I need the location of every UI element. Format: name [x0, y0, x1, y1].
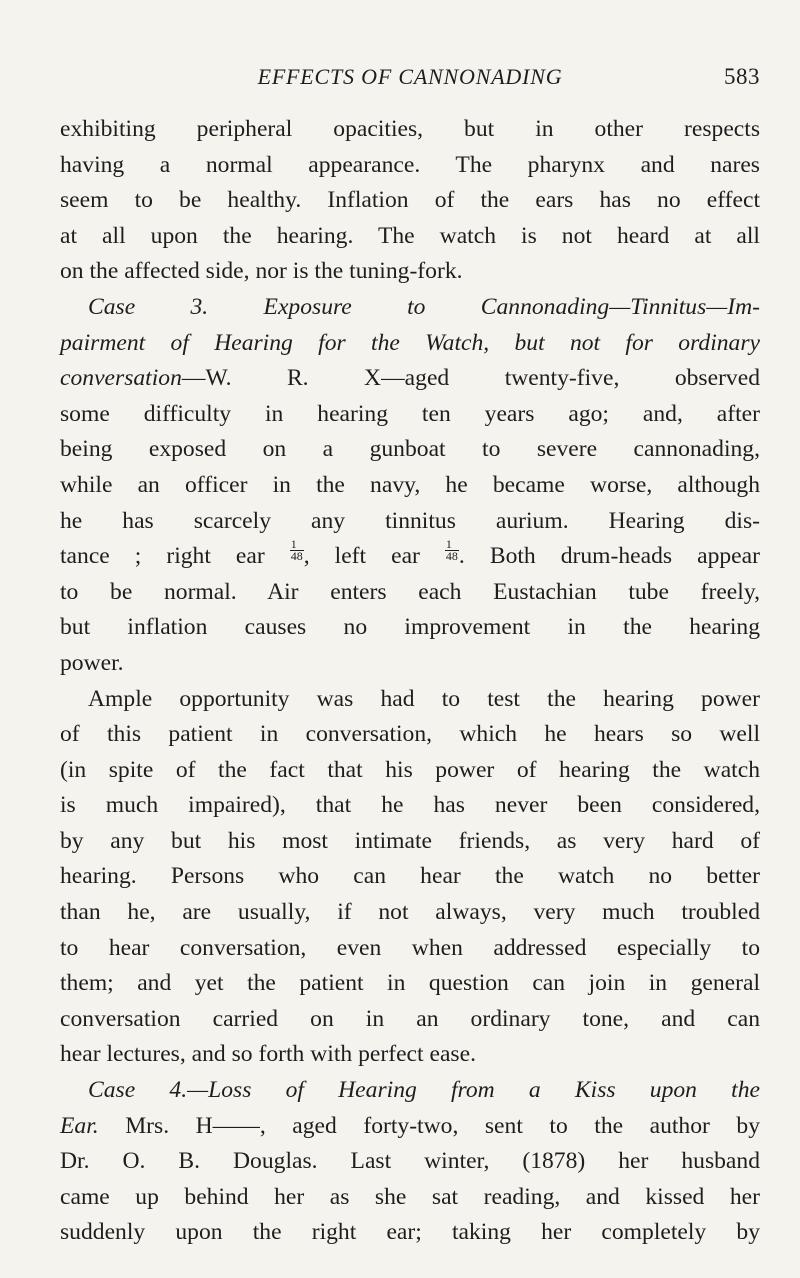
text-line: seem to be healthy. Inflation of the ears has no effect — [60, 187, 760, 214]
hearing-distance-line — [60, 539, 760, 575]
text-line: being exposed on a gunboat to severe cannonading, — [60, 436, 760, 463]
text-line: to hear conversation, even when addressed especially to — [60, 934, 760, 961]
text-line: while an officer in the navy, he became worse, although — [60, 471, 760, 498]
page-number: 583 — [724, 64, 760, 89]
case-4-title-end: Ear. — [60, 1112, 99, 1139]
text-line: he has scarcely any tinnitus aurium. Hearing dis- — [60, 507, 760, 534]
running-title: EFFECTS OF CANNONADING — [257, 64, 563, 89]
text-line: some difficulty in hearing ten years ago; and, after — [60, 400, 760, 427]
text-line: (in spite of the fact that his power of hearing the watch — [60, 756, 760, 783]
case-3-heading-line — [60, 326, 760, 362]
text-line — [60, 361, 760, 397]
body-text — [60, 112, 760, 1251]
case-3-heading-line — [60, 290, 760, 326]
text-line: at all upon the hearing. The watch is not heard at all — [60, 222, 760, 249]
text-line: on the affected side, nor is the tuning-fork. — [60, 258, 463, 285]
text-line: is much impaired), that he has never been considered, — [60, 792, 760, 819]
text-line: came up behind her as she sat reading, and kissed her — [60, 1183, 760, 1210]
case-3-title-end: conversation — [60, 365, 182, 392]
case-3-title: Exposure to Cannonading—Tinnitus—Im- — [263, 293, 760, 320]
case-4-patient: Mrs. H——, aged forty-two, sent to the author by — [98, 1112, 760, 1139]
text-line: than he, are usually, if not always, very much troubled — [60, 899, 760, 926]
text-line: to be normal. Air enters each Eustachian tube freely, — [60, 578, 760, 605]
case-3-label: Case 3. — [88, 293, 209, 320]
text-line: of this patient in conversation, which he hears so well — [60, 721, 760, 748]
left-ear-fraction: $\frac{1}{48}$ — [445, 537, 458, 564]
text-line: exhibiting peripheral opacities, but in other respects — [60, 116, 760, 142]
text-line: suddenly upon the right ear; taking her completely by — [60, 1219, 760, 1246]
text-line: hearing. Persons who can hear the watch no better — [60, 863, 760, 890]
case-4-label: Case 4. — [88, 1077, 188, 1104]
text-line: them; and yet the patient in question can join in general — [60, 970, 760, 997]
case-3-title-cont: pairment of Hearing for the Watch, but not for ordinary — [60, 329, 760, 356]
text-line: power. — [60, 649, 124, 676]
right-ear-fraction: $\frac{1}{48}$ — [290, 537, 303, 564]
text-line: having a normal appearance. The pharynx and nares — [60, 151, 760, 178]
case-3-patient: —W. R. X—aged twenty-five, observed — [181, 365, 760, 392]
text-line: by any but his most intimate friends, as very hard of — [60, 827, 760, 854]
case-4-heading-line — [60, 1073, 760, 1109]
hearing-distance-label: tance ; right ear — [60, 543, 265, 570]
text-line: but inflation causes no improvement in the hearing — [60, 614, 760, 641]
drum-heads-text: . Both drum-heads appear — [458, 543, 760, 570]
left-ear-label: , left ear — [303, 543, 420, 570]
text-line: Dr. O. B. Douglas. Last winter, (1878) her husband — [60, 1148, 760, 1175]
text-line: conversation carried on in an ordinary tone, and can — [60, 1005, 760, 1032]
case-4-title: —Loss of Hearing from a Kiss upon the — [187, 1077, 761, 1104]
page-header — [60, 62, 760, 92]
text-line — [60, 1109, 760, 1145]
text-line: hear lectures, and so forth with perfect ease. — [60, 1041, 476, 1068]
text-line: Ample opportunity was had to test the hearing power — [88, 685, 760, 712]
